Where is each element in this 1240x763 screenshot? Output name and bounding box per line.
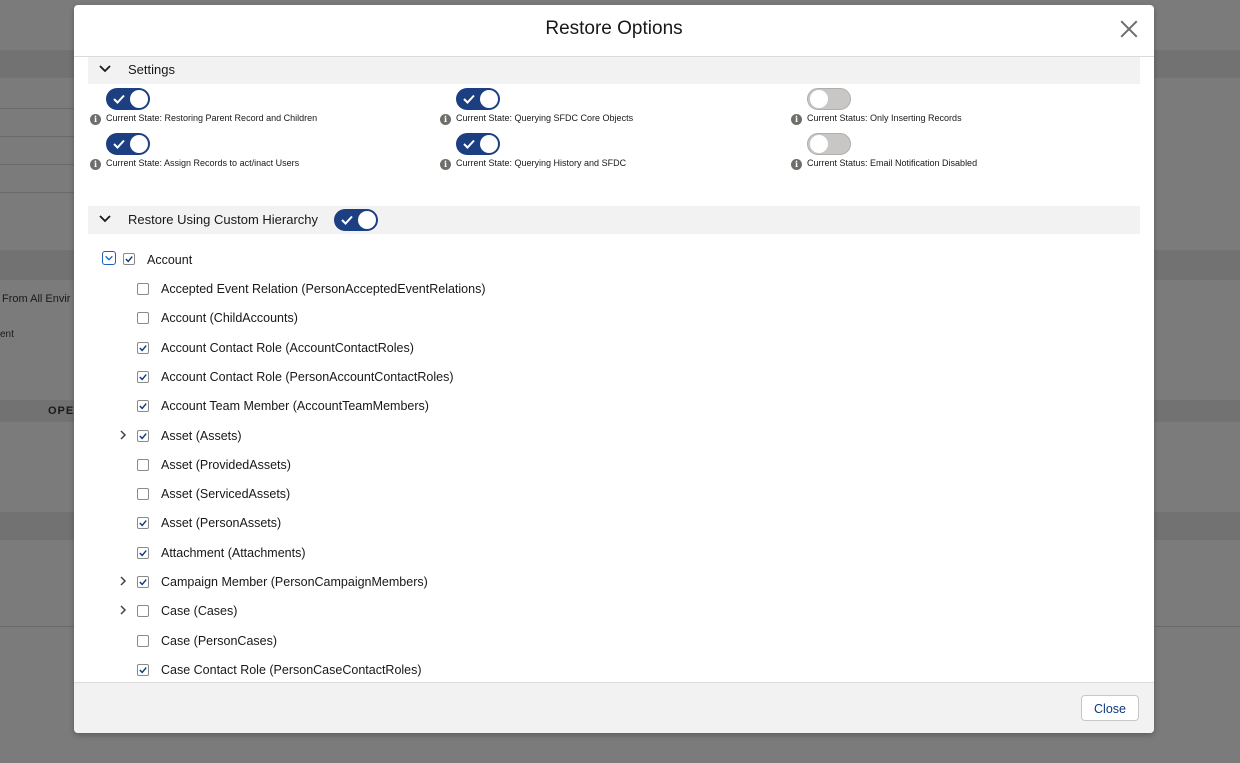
setting-state-label: Current State: Assign Records to act/inact Users <box>106 158 300 168</box>
tree-item <box>114 456 714 476</box>
modal-footer <box>74 682 1154 733</box>
tree-item-checkbox[interactable] <box>137 283 149 295</box>
tree-item-label: Campaign Member (PersonCampaignMembers) <box>161 575 428 589</box>
chevron-right-icon[interactable] <box>118 603 128 615</box>
tree-item-label: Asset (ProvidedAssets) <box>161 458 291 472</box>
background-divider <box>0 136 74 137</box>
tree-item-checkbox[interactable] <box>137 488 149 500</box>
restore-options-modal <box>74 5 1154 733</box>
background-divider <box>0 192 74 193</box>
tree-item-checkbox[interactable] <box>137 312 149 324</box>
chevron-down-icon <box>104 253 114 263</box>
settings-section-header[interactable] <box>88 57 1140 84</box>
tree-item <box>114 368 714 388</box>
toggle-knob <box>810 90 828 108</box>
info-icon[interactable]: i <box>440 114 451 125</box>
tree-item <box>114 339 714 359</box>
tree-item-checkbox[interactable] <box>137 605 149 617</box>
check-icon <box>139 432 147 440</box>
check-icon <box>139 519 147 527</box>
check-icon <box>113 138 125 150</box>
tree-item-checkbox[interactable] <box>137 547 149 559</box>
background-divider <box>0 164 74 165</box>
setting-state-label: Current State: Querying History and SFDC <box>456 158 627 168</box>
modal-title: Restore Options <box>545 18 683 39</box>
check-icon <box>139 549 147 557</box>
tree-item <box>114 661 714 681</box>
check-icon <box>341 214 353 226</box>
info-icon[interactable]: i <box>90 159 101 170</box>
setting-state-label: Current State: Restoring Parent Record and Children <box>106 113 318 123</box>
tree-item-label: Asset (ServicedAssets) <box>161 487 291 501</box>
tree-item-checkbox[interactable] <box>137 517 149 529</box>
hierarchy-section-header[interactable] <box>88 206 1140 234</box>
close-button[interactable]: Close <box>1081 695 1139 721</box>
background-text: From All Envir <box>2 293 71 305</box>
chevron-down-icon[interactable] <box>98 212 112 226</box>
toggle-knob <box>480 135 498 153</box>
tree-item-label: Asset (Assets) <box>161 429 242 443</box>
info-icon[interactable]: i <box>440 159 451 170</box>
toggle-knob <box>480 90 498 108</box>
hierarchy-section-title: Restore Using Custom Hierarchy <box>128 212 319 227</box>
setting-state-label: Current Status: Only Inserting Records <box>807 113 962 123</box>
settings-section-title: Settings <box>128 62 175 77</box>
info-icon[interactable]: i <box>791 159 802 170</box>
tree-item-label: Account Contact Role (AccountContactRoles) <box>161 341 414 355</box>
tree-item <box>114 280 714 300</box>
check-icon <box>463 138 475 150</box>
check-icon <box>463 93 475 105</box>
tree-item-label: Account Team Member (AccountTeamMembers) <box>161 399 429 413</box>
toggle-knob <box>358 211 376 229</box>
tree-item <box>114 514 714 534</box>
custom-hierarchy-toggle[interactable] <box>334 209 378 231</box>
chevron-down-icon[interactable] <box>98 62 112 76</box>
tree-root-account <box>102 251 302 271</box>
tree-item-label: Account (ChildAccounts) <box>161 311 298 325</box>
check-icon <box>139 578 147 586</box>
tree-item-label: Attachment (Attachments) <box>161 546 306 560</box>
setting-toggle[interactable] <box>456 133 500 155</box>
modal-body <box>74 57 1154 682</box>
modal-header <box>74 5 1154 57</box>
check-icon <box>139 344 147 352</box>
collapse-toggle[interactable] <box>102 251 116 265</box>
background-text: ent <box>0 329 14 340</box>
tree-item <box>114 485 714 505</box>
tree-item <box>114 573 714 593</box>
tree-item-label: Account Contact Role (PersonAccountContactRoles) <box>161 370 454 384</box>
tree-item-checkbox[interactable] <box>137 664 149 676</box>
account-label: Account <box>147 253 193 267</box>
setting-state-label: Current State: Querying SFDC Core Objects <box>456 113 634 123</box>
toggle-knob <box>130 135 148 153</box>
tree-item-label: Accepted Event Relation (PersonAcceptedEventRelations) <box>161 282 486 296</box>
check-icon <box>139 666 147 674</box>
check-icon <box>113 93 125 105</box>
tree-item <box>114 602 714 622</box>
setting-toggle[interactable] <box>106 133 150 155</box>
close-icon[interactable] <box>1118 18 1140 40</box>
tree-item-checkbox[interactable] <box>137 576 149 588</box>
check-icon <box>139 402 147 410</box>
background-divider <box>0 108 74 109</box>
chevron-right-icon[interactable] <box>118 574 128 586</box>
setting-toggle[interactable] <box>807 88 851 110</box>
account-checkbox[interactable] <box>123 253 135 265</box>
toggle-knob <box>130 90 148 108</box>
tree-item-checkbox[interactable] <box>137 342 149 354</box>
tree-item-label: Case Contact Role (PersonCaseContactRoles) <box>161 663 422 677</box>
check-icon <box>125 255 133 263</box>
tree-item <box>114 397 714 417</box>
tree-item-checkbox[interactable] <box>137 459 149 471</box>
tree-item <box>114 632 714 652</box>
tree-item <box>114 309 714 329</box>
chevron-right-icon[interactable] <box>118 428 128 440</box>
setting-state-label: Current Status: Email Notification Disabled <box>807 158 978 168</box>
tree-item-label: Asset (PersonAssets) <box>161 516 282 530</box>
check-icon <box>139 373 147 381</box>
background-heading: OPE <box>48 405 75 417</box>
setting-toggle[interactable] <box>807 133 851 155</box>
tree-item <box>114 544 714 564</box>
toggle-knob <box>810 135 828 153</box>
tree-item-checkbox[interactable] <box>137 635 149 647</box>
setting-toggle[interactable] <box>106 88 150 110</box>
tree-item-checkbox[interactable] <box>137 371 149 383</box>
tree-item-checkbox[interactable] <box>137 430 149 442</box>
info-icon[interactable]: i <box>791 114 802 125</box>
tree-item-label: Case (Cases) <box>161 604 238 618</box>
tree-item-checkbox[interactable] <box>137 400 149 412</box>
tree-item-label: Case (PersonCases) <box>161 634 278 648</box>
setting-toggle[interactable] <box>456 88 500 110</box>
tree-item <box>114 427 714 447</box>
info-icon[interactable]: i <box>90 114 101 125</box>
